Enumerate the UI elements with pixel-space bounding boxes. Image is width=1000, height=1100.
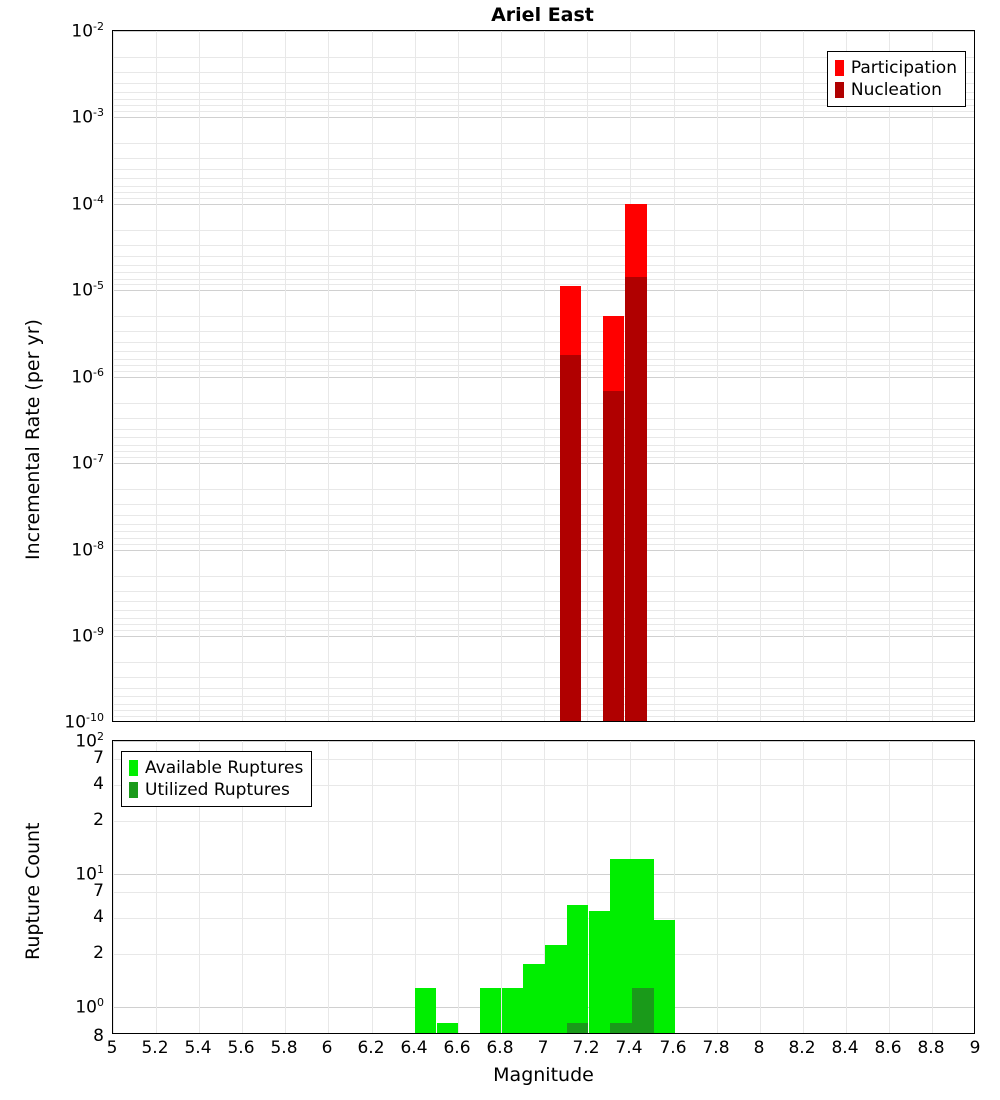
bar-nucleation — [625, 277, 647, 721]
gridline — [674, 31, 675, 721]
legend-label-nucleation: Nucleation — [850, 80, 942, 100]
gridline — [932, 31, 933, 721]
xtick: 9 — [969, 1038, 981, 1058]
gridline — [372, 741, 373, 1033]
gridline — [846, 31, 847, 721]
bar-utilized-ruptures — [632, 988, 654, 1033]
legend-rupture-count — [121, 751, 312, 807]
page-title: Ariel East — [491, 4, 594, 26]
xtick: 7.4 — [615, 1038, 643, 1058]
gridline — [544, 31, 545, 721]
gridline — [501, 31, 502, 721]
bar-available-ruptures — [610, 859, 632, 1033]
xtick: 5.8 — [270, 1038, 298, 1058]
bar-available-ruptures — [437, 1023, 458, 1033]
xtick: 6.8 — [486, 1038, 514, 1058]
xtick: 5.4 — [184, 1038, 212, 1058]
figure: Ariel East Participation Nucleation $10^{-2}$ $10^{-3}$ $10^{-4}$ $10^{-5}$ $10^{-6}$ $10^{-7}$ $10^{-8}$ $10^{-9}$ $10^{-10}$ Incremental Rate (per yr) Available Ruptures Utilized Ruptures $10^2$ 7 4 2 $10^1$ 7 4 2 $10^0$ 8 Rupture Count 5 5.2 5.4 5.6 5.8 6 6.2 6.4 6.6 6.8 7 7.2 7.4 7.6 7.8 8 8.2 8.4 8.6 8.8 9 Magnitude — [0, 0, 1000, 1100]
gridline — [156, 31, 157, 721]
y-axis-label-rupture-count: Rupture Count — [22, 822, 44, 960]
legend-label-available-ruptures: Available Ruptures — [145, 758, 304, 778]
legend-incremental-rate — [827, 51, 966, 107]
bar-available-ruptures — [654, 920, 675, 1033]
incremental-rate-plot-area — [112, 30, 975, 722]
xtick: 5.6 — [227, 1038, 255, 1058]
xtick: 7 — [537, 1038, 549, 1058]
xtick: 8.4 — [831, 1038, 859, 1058]
gridline — [717, 741, 718, 1033]
bar-available-ruptures — [523, 964, 545, 1033]
legend-label-participation: Participation — [850, 58, 957, 78]
legend-item-available-ruptures — [129, 757, 303, 779]
xtick: 8.6 — [874, 1038, 902, 1058]
legend-swatch-nucleation-icon — [835, 82, 844, 98]
xtick: 7.8 — [702, 1038, 730, 1058]
legend-swatch-available-ruptures-icon — [129, 760, 138, 776]
bar-available-ruptures — [589, 911, 610, 1033]
xtick: 6 — [321, 1038, 333, 1058]
xtick: 8.8 — [917, 1038, 945, 1058]
bar-available-ruptures — [545, 945, 567, 1033]
legend-swatch-utilized-ruptures-icon — [129, 782, 138, 798]
gridline — [889, 31, 890, 721]
gridline — [372, 31, 373, 721]
gridline — [803, 31, 804, 721]
gridline — [760, 31, 761, 721]
gridline — [803, 741, 804, 1033]
rupture-count-plot-area — [112, 740, 975, 1034]
bar-available-ruptures — [480, 988, 501, 1033]
bar-nucleation — [603, 391, 624, 721]
gridline — [458, 741, 459, 1033]
xtick: 6.6 — [443, 1038, 471, 1058]
legend-item-nucleation — [835, 79, 957, 101]
gridline — [285, 31, 286, 721]
gridline — [113, 31, 114, 721]
xtick: 5 — [106, 1038, 118, 1058]
xtick: 6.2 — [357, 1038, 385, 1058]
gridline — [587, 31, 588, 721]
gridline — [458, 31, 459, 721]
gridline — [415, 31, 416, 721]
xtick: 5.2 — [141, 1038, 169, 1058]
bar-available-ruptures — [415, 988, 436, 1033]
gridline — [328, 31, 329, 721]
xtick: 8.2 — [788, 1038, 816, 1058]
bar-utilized-ruptures — [610, 1023, 632, 1033]
legend-label-utilized-ruptures: Utilized Ruptures — [145, 780, 290, 800]
gridline — [760, 741, 761, 1033]
bar-available-ruptures — [502, 988, 523, 1033]
gridline — [199, 31, 200, 721]
x-axis-label: Magnitude — [493, 1064, 594, 1086]
xtick: 6.4 — [400, 1038, 428, 1058]
gridline — [717, 31, 718, 721]
legend-swatch-participation-icon — [835, 60, 844, 76]
gridline — [328, 741, 329, 1033]
y-axis-label-incremental-rate: Incremental Rate (per yr) — [22, 319, 44, 560]
gridline — [242, 31, 243, 721]
legend-item-utilized-ruptures — [129, 779, 303, 801]
bar-available-ruptures — [567, 905, 588, 1033]
bar-nucleation — [560, 355, 581, 721]
xtick: 7.2 — [572, 1038, 600, 1058]
legend-item-participation — [835, 57, 957, 79]
gridline — [113, 741, 114, 1033]
bar-utilized-ruptures — [567, 1023, 588, 1033]
gridline — [932, 741, 933, 1033]
xtick: 7.6 — [659, 1038, 687, 1058]
gridline — [889, 741, 890, 1033]
gridline — [846, 741, 847, 1033]
xtick: 8 — [753, 1038, 765, 1058]
